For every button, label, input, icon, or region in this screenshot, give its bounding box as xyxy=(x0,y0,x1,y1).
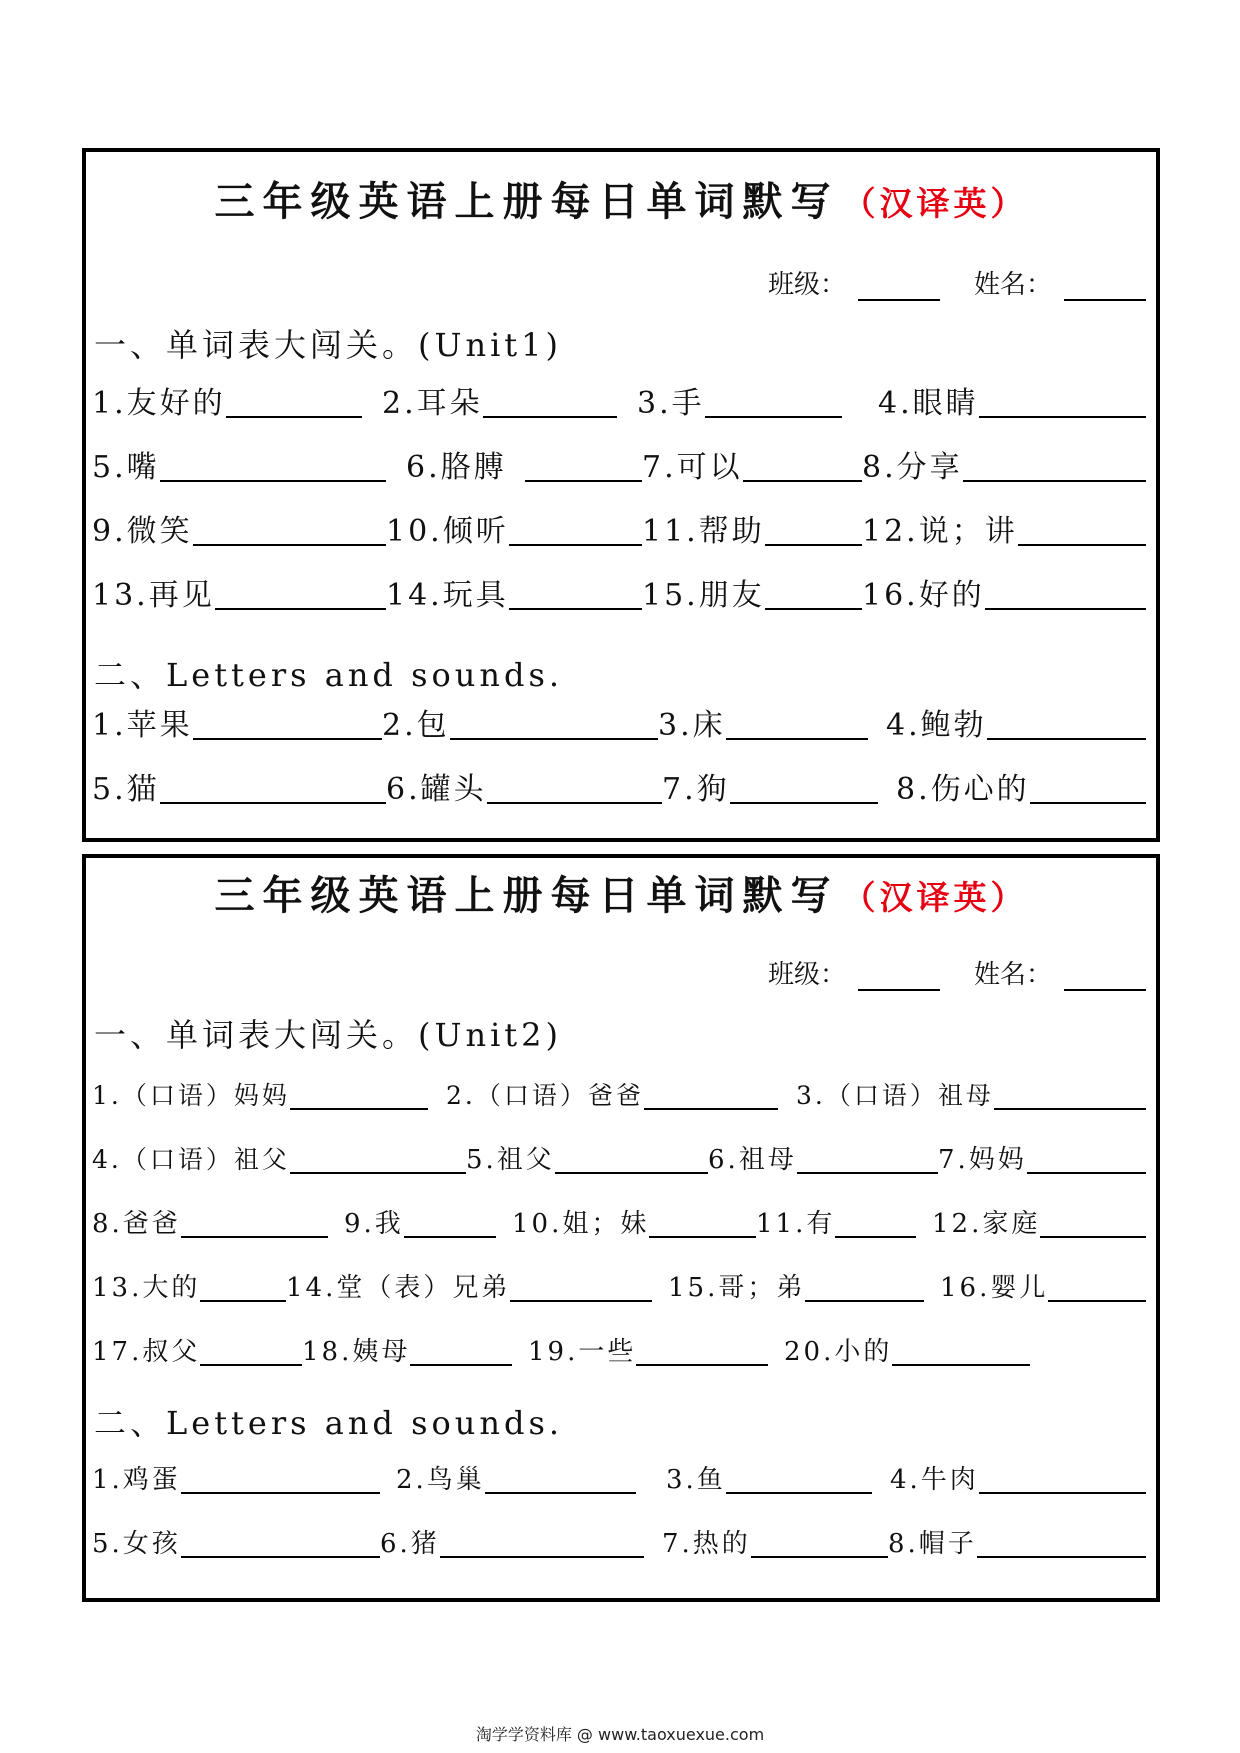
answer-blank[interactable] xyxy=(730,766,878,804)
answer-blank[interactable] xyxy=(797,1136,938,1174)
class-blank[interactable] xyxy=(858,275,940,301)
answer-blank[interactable] xyxy=(977,1520,1146,1558)
vocab-item: 9.微笑 xyxy=(92,502,386,552)
answer-blank[interactable] xyxy=(290,1072,428,1110)
answer-blank[interactable] xyxy=(985,572,1146,610)
answer-blank[interactable] xyxy=(963,444,1146,482)
vocab-item: 15.朋友 xyxy=(642,566,862,616)
section-heading-letters: 二、Letters and sounds. xyxy=(94,1404,564,1442)
vocab-row xyxy=(92,566,1146,616)
section-heading-vocab: 一、单词表大闯关。(Unit1) xyxy=(94,326,563,364)
title-text: 三年级英语上册每日单词默写 xyxy=(214,178,839,225)
section-heading-vocab: 一、单词表大闯关。(Unit2) xyxy=(94,1016,563,1054)
vocab-item: 10.姐；妹 xyxy=(496,1194,756,1244)
letters-item: 4.牛肉 xyxy=(872,1450,1146,1500)
answer-blank[interactable] xyxy=(509,508,642,546)
vocab-item: 9.我 xyxy=(328,1194,496,1244)
answer-blank[interactable] xyxy=(1018,508,1146,546)
class-label: 班级： xyxy=(767,270,846,300)
letters-item: 7.热的 xyxy=(644,1514,888,1564)
answer-blank[interactable] xyxy=(1040,1200,1146,1238)
answer-blank[interactable] xyxy=(726,1456,872,1494)
answer-blank[interactable] xyxy=(1048,1264,1146,1302)
letters-item: 6.罐头 xyxy=(386,760,662,810)
vocab-item: 3.手 xyxy=(617,374,842,424)
answer-blank[interactable] xyxy=(404,1200,496,1238)
vocab-row xyxy=(92,1066,1146,1116)
answer-blank[interactable] xyxy=(644,1072,778,1110)
vocab-item: 17.叔父 xyxy=(92,1322,302,1372)
class-blank[interactable] xyxy=(858,965,940,991)
vocab-item: 2.耳朵 xyxy=(362,374,617,424)
vocab-row xyxy=(92,502,1146,552)
vocab-item: 2.（口语）爸爸 xyxy=(428,1066,778,1116)
vocab-row xyxy=(92,1258,1146,1308)
worksheet-title xyxy=(86,864,1156,921)
vocab-item: 12.家庭 xyxy=(916,1194,1146,1244)
answer-blank[interactable] xyxy=(765,572,862,610)
vocab-item: 6.祖母 xyxy=(708,1130,938,1180)
section-heading-letters: 二、Letters and sounds. xyxy=(94,656,564,694)
answer-blank[interactable] xyxy=(705,380,842,418)
watermark-footer: 淘学学资料库 @ www.taoxuexue.com xyxy=(475,1725,765,1744)
answer-blank[interactable] xyxy=(1027,1136,1146,1174)
answer-blank[interactable] xyxy=(450,702,658,740)
vocab-item: 6.胳膊 xyxy=(386,438,642,488)
answer-blank[interactable] xyxy=(979,380,1146,418)
letters-row xyxy=(92,1514,1146,1564)
name-label: 姓名： xyxy=(973,960,1052,990)
letters-item: 3.鱼 xyxy=(636,1450,872,1500)
answer-blank[interactable] xyxy=(743,444,862,482)
letters-item: 7.狗 xyxy=(662,760,878,810)
worksheet-title xyxy=(86,170,1156,227)
letters-item: 3.床 xyxy=(658,696,868,746)
vocab-item: 8.分享 xyxy=(862,438,1146,488)
answer-blank[interactable] xyxy=(994,1072,1146,1110)
student-info xyxy=(768,264,1146,301)
letters-item: 1.鸡蛋 xyxy=(92,1450,380,1500)
answer-blank[interactable] xyxy=(193,702,382,740)
title-subtitle: （汉译英） xyxy=(842,878,1028,917)
answer-blank[interactable] xyxy=(160,444,386,482)
vocab-item: 13.大的 xyxy=(92,1258,286,1308)
vocab-item: 11.帮助 xyxy=(642,502,862,552)
vocab-item: 16.婴儿 xyxy=(924,1258,1146,1308)
letters-row xyxy=(92,760,1146,810)
vocab-row xyxy=(92,374,1146,424)
worksheet-unit2 xyxy=(82,854,1160,1602)
worksheet-unit1 xyxy=(82,148,1160,842)
vocab-item: 18.姨母 xyxy=(302,1322,512,1372)
vocab-item: 11.有 xyxy=(756,1194,916,1244)
vocab-item: 4.（口语）祖父 xyxy=(92,1130,466,1180)
answer-blank[interactable] xyxy=(510,1264,652,1302)
letters-item: 5.猫 xyxy=(92,760,386,810)
title-subtitle: （汉译英） xyxy=(842,184,1028,223)
answer-blank[interactable] xyxy=(525,444,642,482)
answer-blank[interactable] xyxy=(987,702,1146,740)
answer-blank[interactable] xyxy=(181,1520,380,1558)
vocab-row xyxy=(92,438,1146,488)
answer-blank[interactable] xyxy=(555,1136,708,1174)
answer-blank[interactable] xyxy=(483,380,617,418)
vocab-item: 13.再见 xyxy=(92,566,386,616)
name-label: 姓名： xyxy=(973,270,1052,300)
student-info xyxy=(768,954,1146,991)
vocab-row xyxy=(92,1322,1146,1372)
vocab-row xyxy=(92,1130,1146,1180)
class-label: 班级： xyxy=(767,960,846,990)
letters-item: 2.包 xyxy=(382,696,658,746)
title-text: 三年级英语上册每日单词默写 xyxy=(214,872,839,919)
answer-blank[interactable] xyxy=(636,1328,768,1366)
answer-blank[interactable] xyxy=(726,702,868,740)
vocab-item: 4.眼睛 xyxy=(842,374,1146,424)
answer-blank[interactable] xyxy=(835,1200,916,1238)
vocab-item: 12.说；讲 xyxy=(862,502,1146,552)
name-blank[interactable] xyxy=(1064,275,1146,301)
answer-blank[interactable] xyxy=(160,766,386,804)
vocab-row xyxy=(92,1194,1146,1244)
vocab-item: 5.嘴 xyxy=(92,438,386,488)
answer-blank[interactable] xyxy=(509,572,642,610)
letters-row xyxy=(92,696,1146,746)
vocab-item: 7.可以 xyxy=(642,438,862,488)
letters-item: 5.女孩 xyxy=(92,1514,380,1564)
letters-item: 8.帽子 xyxy=(888,1514,1146,1564)
answer-blank[interactable] xyxy=(181,1200,328,1238)
answer-blank[interactable] xyxy=(765,508,862,546)
name-blank[interactable] xyxy=(1064,965,1146,991)
vocab-item: 8.爸爸 xyxy=(92,1194,328,1244)
vocab-item: 19.一些 xyxy=(512,1322,768,1372)
answer-blank[interactable] xyxy=(440,1520,644,1558)
vocab-item: 15.哥；弟 xyxy=(652,1258,924,1308)
answer-blank[interactable] xyxy=(487,766,662,804)
answer-blank[interactable] xyxy=(805,1264,924,1302)
letters-item: 4.鲍勃 xyxy=(868,696,1146,746)
answer-blank[interactable] xyxy=(892,1328,1030,1366)
letters-item: 6.猪 xyxy=(380,1514,644,1564)
answer-blank[interactable] xyxy=(226,380,362,418)
letters-row xyxy=(92,1450,1146,1500)
answer-blank[interactable] xyxy=(485,1456,636,1494)
answer-blank[interactable] xyxy=(979,1456,1146,1494)
vocab-item: 14.堂（表）兄弟 xyxy=(286,1258,652,1308)
answer-blank[interactable] xyxy=(193,508,386,546)
vocab-item: 14.玩具 xyxy=(386,566,642,616)
answer-blank[interactable] xyxy=(200,1328,302,1366)
answer-blank[interactable] xyxy=(215,572,386,610)
vocab-item: 5.祖父 xyxy=(466,1130,708,1180)
vocab-item: 10.倾听 xyxy=(386,502,642,552)
letters-item: 2.鸟巢 xyxy=(380,1450,636,1500)
answer-blank[interactable] xyxy=(410,1328,512,1366)
vocab-item: 7.妈妈 xyxy=(938,1130,1146,1180)
answer-blank[interactable] xyxy=(290,1136,466,1174)
vocab-item: 20.小的 xyxy=(768,1322,1030,1372)
letters-item: 8.伤心的 xyxy=(878,760,1146,810)
vocab-item: 1.（口语）妈妈 xyxy=(92,1066,428,1116)
answer-blank[interactable] xyxy=(181,1456,380,1494)
answer-blank[interactable] xyxy=(649,1200,756,1238)
vocab-item: 3.（口语）祖母 xyxy=(778,1066,1146,1116)
vocab-item: 16.好的 xyxy=(862,566,1146,616)
answer-blank[interactable] xyxy=(751,1520,888,1558)
answer-blank[interactable] xyxy=(1030,766,1146,804)
answer-blank[interactable] xyxy=(200,1264,286,1302)
letters-item: 1.苹果 xyxy=(92,696,382,746)
vocab-item: 1.友好的 xyxy=(92,374,362,424)
